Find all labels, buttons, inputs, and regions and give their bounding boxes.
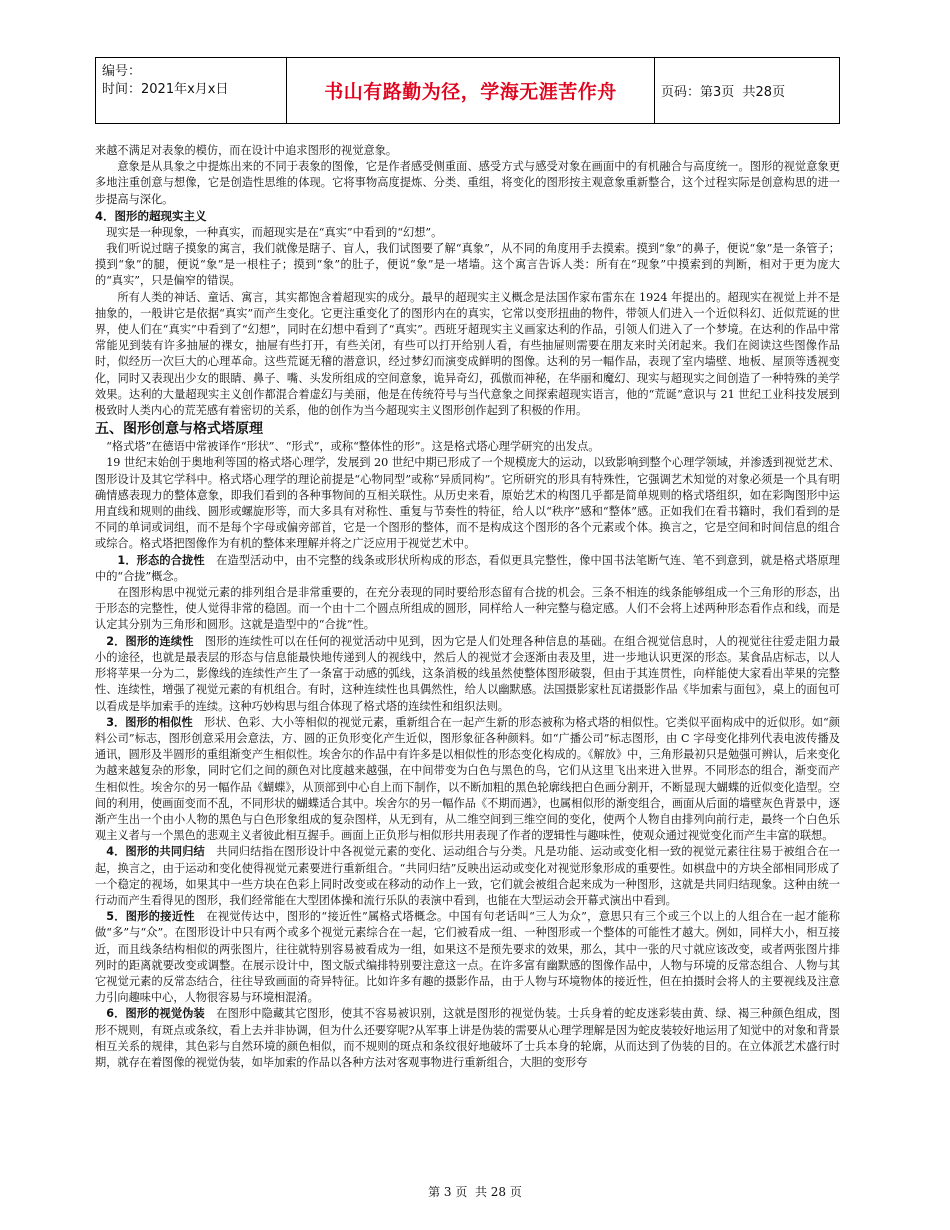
paragraph-item-2 <box>95 634 840 715</box>
item-heading: 4．图形的共同归结 <box>106 845 205 859</box>
page-footer <box>0 1183 950 1200</box>
item-text: 在图形中隐藏其它图形，使其不容易被识别，这就是图形的视觉伪装。士兵身着的蛇皮迷彩装由黄、绿、褐三种颜色组成，图形不规则，有斑点或条纹，看上去并非协调，但为什么还要穿呢?从军事上讲是伪装的需要从心理学理解是因为蛇皮装较好地运用了知觉中的对象和背景相互关系的规律，其色彩与自然环境的颜色相似，而不规则的斑点和条纹很好地破坏了士兵本身的轮廓，从而达到了伪装的目的。在立体派艺术盛行时期，就存在着图像的视觉伪装，如毕加索的作品以各种方法对客观事物进行重新组合，大胆的变形夸 <box>95 1007 840 1069</box>
item-text: 图形的连续性可以在任何的视觉活动中见到，因为它是人们处理各种信息的基础。在组合视觉信息时，人的视觉往往爱走阻力最小的途径，也就是最表层的形态与信息能最快地传递到人的视线中，然后人的视觉才会逐渐由表及里，进一步地认识更深的形态。某食品店标志，以人形将苹果一分为二，影像线的连续性产生了一条富于动感的弧线，这条消极的线虽然使整体图形破裂，但由于其连贯性，向样能使大家看出苹果的完整性、连续性，增强了视觉元素的有机组合。有时，这种连续性也具偶然性，给人以幽默感。法国摄影家杜瓦诺摄影作品《毕加索与面包》，桌上的面包可以看成是毕加索手的连续。这种巧妙构思与组合体现了格式塔的连续性和组织法则。 <box>95 634 840 713</box>
paragraph: 我们听说过瞎子摸象的寓言，我们就像是瞎子、盲人，我们试图要了解“真象”，从不同的角度用手去摸索。摸到“象”的鼻子，便说“象”是一条管子；摸到“象”的腿，便说“象”是一根柱子；摸到“象”的肚子，便说“象”是一堵墙。这个寓言告诉人类：所有在“现象”中摸索到的判断，相对于更为庞大的“真实”，只是偏窄的错误。 <box>95 242 840 288</box>
item-heading: 3．图形的相似性 <box>106 715 193 729</box>
paragraph: “格式塔”在德语中常被译作“形状”、“形式”，或称“整体性的形”。这是格式塔心理学研究的出发点。 <box>106 440 600 454</box>
item-text: 在造型活动中，由不完整的线条或形状所构成的形态，看似更具完整性，像中国书法笔断气连、笔不到意到，就是格式塔原理中的“合拢”概念。 <box>95 553 840 583</box>
paragraph-item-4 <box>95 844 840 909</box>
item-text: 在视觉传达中，图形的“接近性”属格式塔概念。中国有句老话叫“三人为众”，意思只有三个或三个以上的人组合在一起才能称做“多”与“众”。在图形设计中只有两个或多个视觉元素综合在一起，它们被看成一组、一种图形或一个整体的可能性才越大。例如，同样大小，相互接近，而且线条结构相似的两张图片，往往就特别容易被看成为一组，如果这不是预先要求的效果，那么，其中一张的尺寸就应该改变，或者两张图片排列时的距离就要改变或调整。在展示设计中，图文版式编排特别要注意这一点。在许多富有幽默感的图像作品中，人物与环境的反常态组合、人物与其它视觉元素的反常态结合，往往导致画面的奇异特征。比如许多有趣的摄影作品，由于人物与环境物体的接近性，但在拍摄时会将人的主要视线及注意力引向趣味中心，人物很容易与环境相混淆。 <box>95 910 840 1005</box>
item-heading: 2．图形的连续性 <box>106 634 194 648</box>
paragraph-item-1 <box>95 553 840 585</box>
paragraph: 在图形构思中视觉元素的排列组合是非常重要的，在充分表现的同时要给形态留有合拢的机会。三条不相连的线条能够组成一个三角形的形态，出于形态的完整性，使人觉得非常的稳固。而一个由十二个圆点所组成的圆形，同样给人一种完整与稳定感。人们不会将上述两种形态看作点和线，而是认定其分别为三角形和圆形。这就是造型中的“合拢”性。 <box>95 586 840 632</box>
document-body <box>95 143 840 1071</box>
time-label: 时间：2021年x月x日 <box>102 82 229 97</box>
header-page-info <box>655 58 839 123</box>
paragraph-item-6 <box>95 1006 840 1071</box>
paragraph: 现实是一种现象，一种真实，而超现实是在“真实”中看到的“幻想”。 <box>106 225 443 239</box>
footer-page-number: 第 3 页 共 28 页 <box>428 1185 522 1199</box>
item-text: 形状、色彩、大小等相似的视觉元素，重新组合在一起产生新的形态被称为格式塔的相似性。它类似平面构成中的近似形。如“颜料公司”标志，图形创意采用会意法，方、圆的正负形变化产生近似，图形象征各种颜料。如“广播公司”标志图形，由 C 字母变化排列代表电波传播及通讯，圆形及半圆形的重组渐变产生相似性。埃舍尔的作品中有许多是以相似性的形态变化构成的。《解放》中，三角形最初只是勉强可辨认，后来变化为越来越复杂的形象，同时它们之间的颜色对比度越来越强，在中间带变为白色与黑色的鸟，它们从这里飞出来进入世界。不同形态的组合，渐变而产生相似性。埃舍尔的另一幅作品《蝴蝶》，从顶部到中心自上而下制作，以不断加粗的黑色轮廓线把白色画分割开，不断显现大蝴蝶的近似变化造型。空间的利用，使画面变而不乱，不同形状的蝴蝶适合其中。埃舍尔的另一幅作品《不期而遇》，也属相似形的渐变组合，画面从后面的墙壁灰色背景中，逐渐产生出一个由小人物的黑色与白色形象组成的复杂图样，从无到有，从二维空间到三维空间的变化，使两个人物自由排列向前行走，最终一个白色乐观主义者与一个黑色的悲观主义者彼此相互握手。画面上正负形与相似形共用表现了作者的逻辑性与趣味性，使观众通过视觉变化而产生丰富的联想。 <box>95 715 840 843</box>
paragraph: 来越不满足对表象的模仿，而在设计中追求图形的视觉意象。 <box>95 144 398 157</box>
item-heading: 6．图形的视觉伪装 <box>106 1007 205 1021</box>
header-motto: 书山有路勤为径，学海无涯苦作舟 <box>287 58 655 123</box>
page-header-table <box>95 57 840 124</box>
paragraph-item-5 <box>95 909 840 1006</box>
number-label: 编号： <box>102 64 142 79</box>
item-heading: 5．图形的接近性 <box>106 910 195 924</box>
section-heading: 4．图形的超现实主义 <box>95 208 207 223</box>
paragraph: 19 世纪末始创于奥地利等国的格式塔心理学，发展到 20 世纪中期已形成了一个规模庞大的运动，以致影响到整个心理学领域，并渗透到视觉艺术、图形设计及其它学科中。格式塔心理学的理论前提是“心物同型”或称“异质同构”。它所研究的形具有特殊性，它强调艺术知觉的对象必须是一个具有明确情感表现力的整体意象，即我们看到的各种事物间的互相关联性。从历史来看，原始艺术的构图几乎都是简单规则的格式塔组织，如在彩陶图形中运用直线和规则的曲线、圆形或螺旋形等，而大多具有对称性、重复与节奏性的特征，给人以“秩序”感和“整体”感。正如我们在看书籍时，我们看到的是不同的单词或词组，而不是每个字母或偏旁部首，它是一个图形的整体，而不是构成这个图形的各个元素或个体。换言之，它是空间和时间信息的组合或综合。格式塔把图像作为有机的整体来理解并将之广泛应用于视觉艺术中。 <box>95 456 840 551</box>
header-left-cell <box>96 58 287 123</box>
item-text: 共同归结指在图形设计中各视觉元素的变化、运动组合与分类。凡是功能、运动或变化相一致的视觉元素往往易于被组合在一起，换言之，由于运动和变化使得视觉元素要进行重新组合。“共同归结”反映出运动或变化对视觉形象形成的重要性。如棋盘中的方块全部相同形成了一个稳定的视场，如果其中一些方块在色彩上同时改变或在移动的动作上一致，它们就会被组合起来成为一种图形，这就是共同归结现象。这种由统一行动而产生看得见的图形，我们经常能在大型团体操和流行乐队的表演中看到，也能在大型运动会开幕式演出中看到。 <box>95 845 840 907</box>
page-info-text: 页码：第3页 共28页 <box>661 85 786 100</box>
paragraph-item-3 <box>95 715 840 845</box>
item-heading: 1．形态的合拢性 <box>117 553 205 567</box>
paragraph: 意象是从具象之中提炼出来的不同于表象的图像，它是作者感受侧重面、感受方式与感受对象在画面中的有机融合与高度统一。图形的视觉意象更多地注重创意与想像，它是创造性思维的体现。它将事物高度提炼、分类、重组，将变化的图形按主观意象重新整合，这个过程实际是创意构思的进一步提高与深化。 <box>95 160 840 206</box>
chapter-heading: 五、图形创意与格式塔原理 <box>95 421 263 438</box>
paragraph: 所有人类的神话、童话、寓言，其实都饱含着超现实的成分。最早的超现实主义概念是法国作家布雷东在 1924 年提出的。超现实在视觉上并不是抽象的，一般讲它是依据“真实”而产生变化。它更注重变化了的图形内在的真实，它常以变形扭曲的物件，带领人们进入一个近似科幻、近似荒诞的世界，使人们在“真实”中看到了“幻想”，同时在幻想中看到了“真实”。西班牙超现实主义画家达利的作品，引领人们进入了一个梦境。在达利的作品中常常能见到装有许多抽屉的裸女，抽屉有些打开，有些关闭，有些可以打开给别人看，有些抽屉则需要在朋友来时关闭起来。我们在阅读这些图像作品时，似经历一次巨大的心理革命。这些荒诞无稽的潜意识，经过梦幻而演变成鲜明的图像。达利的另一幅作品，表现了室内墙壁、地板、屋顶等透视变化，同时又表现出少女的眼睛、鼻子、嘴、头发所组成的空间意象，诡异奇幻，孤傲而神秘，在华丽和魔幻、现实与超现实之间创造了一种特殊的美学效果。达利的大量超现实主义创作都混合着虚幻与美丽，他是在传统符号与当代意象之间探索超现实语言，他的“荒诞”意识与 21 世纪工业科技发展到极致时人类内心的荒芜感有着密切的关系，他的创作为当今超现实主义图形创作起到了积极的作用。 <box>95 290 840 418</box>
